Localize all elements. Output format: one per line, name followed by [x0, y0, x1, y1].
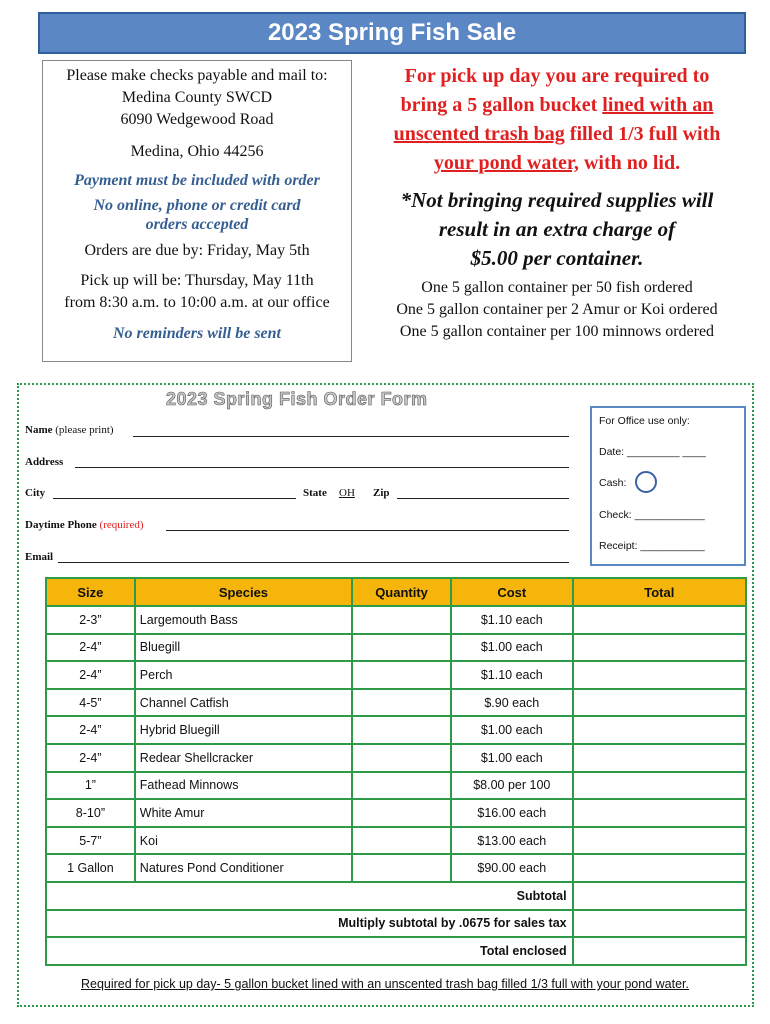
cost-cell: $8.00 per 100: [451, 772, 573, 800]
req-line-2-underlined: lined with an: [602, 94, 714, 116]
table-row: [46, 827, 746, 855]
size-cell: 2-4”: [46, 634, 135, 662]
table-row: [46, 634, 746, 662]
zip-field[interactable]: [397, 498, 569, 499]
species-cell: Natures Pond Conditioner: [135, 854, 352, 882]
size-cell: 1”: [46, 772, 135, 800]
table-row: [46, 799, 746, 827]
address-field[interactable]: [75, 467, 569, 468]
tax-row: [46, 910, 746, 938]
cost-cell: $16.00 each: [451, 799, 573, 827]
total-cell[interactable]: [573, 606, 746, 634]
pickup-date: Pick up will be: Thursday, May 11th: [80, 272, 314, 289]
due-date: Orders are due by: Friday, May 5th: [84, 242, 310, 259]
tax-cell[interactable]: [573, 910, 746, 938]
name-field[interactable]: [133, 436, 569, 437]
size-cell: 2-3”: [46, 606, 135, 634]
no-online-note: No online, phone or credit card: [93, 197, 301, 214]
species-cell: Bluegill: [135, 634, 352, 662]
cost-cell: $.90 each: [451, 689, 573, 717]
pickup-requirements: [362, 62, 752, 343]
req-line-4-underlined: your pond water,: [433, 152, 579, 174]
name-label: Name (please print): [25, 424, 114, 436]
species-cell: White Amur: [135, 799, 352, 827]
charge-note-2: result in an extra charge of: [438, 217, 676, 241]
phone-label: Daytime Phone (required): [25, 519, 144, 531]
footer-requirement: Required for pick up day- 5 gallon bucket lined with an unscented trash bag filled 1/3 full with your pond water.: [80, 977, 689, 991]
table-row: [46, 689, 746, 717]
species-cell: Channel Catfish: [135, 689, 352, 717]
page-banner: 2023 Spring Fish Sale: [38, 12, 746, 54]
total-cell[interactable]: [573, 634, 746, 662]
email-field[interactable]: [58, 562, 569, 563]
table-row: [46, 854, 746, 882]
table-row: [46, 716, 746, 744]
req-line-3: filled 1/3 full with: [564, 123, 721, 145]
req-line-1: For pick up day you are required to: [404, 65, 710, 87]
cost-cell: $1.10 each: [451, 661, 573, 689]
header-total: Total: [573, 578, 746, 606]
cost-cell: $1.00 each: [451, 716, 573, 744]
total-cell[interactable]: [573, 827, 746, 855]
office-use-box: [590, 406, 746, 566]
size-cell: 2-4”: [46, 661, 135, 689]
size-cell: 4-5”: [46, 689, 135, 717]
total-label: Total enclosed: [46, 937, 573, 965]
quantity-cell[interactable]: [352, 716, 451, 744]
species-cell: Redear Shellcracker: [135, 744, 352, 772]
no-online-note-2: orders accepted: [145, 216, 249, 233]
office-title: For Office use only:: [599, 415, 690, 427]
size-cell: 2-4”: [46, 744, 135, 772]
container-rule-amur-koi: One 5 gallon container per 2 Amur or Koi ordered: [396, 301, 718, 318]
quantity-cell[interactable]: [352, 827, 451, 855]
container-rule-minnows: One 5 gallon container per 100 minnows ordered: [399, 323, 715, 340]
subtotal-row: [46, 882, 746, 910]
pickup-time: from 8:30 a.m. to 10:00 a.m. at our office: [64, 294, 330, 311]
subtotal-label: Subtotal: [46, 882, 573, 910]
cash-circle-icon: [635, 471, 657, 493]
cost-cell: $1.00 each: [451, 744, 573, 772]
total-cell[interactable]: [573, 661, 746, 689]
quantity-cell[interactable]: [352, 661, 451, 689]
quantity-cell[interactable]: [352, 799, 451, 827]
quantity-cell[interactable]: [352, 854, 451, 882]
cost-cell: $1.00 each: [451, 634, 573, 662]
office-date: Date: _________ ____: [599, 446, 706, 458]
cost-cell: $90.00 each: [451, 854, 573, 882]
species-cell: Largemouth Bass: [135, 606, 352, 634]
phone-field[interactable]: [166, 530, 569, 531]
tax-label: Multiply subtotal by .0675 for sales tax: [46, 910, 573, 938]
cost-cell: $13.00 each: [451, 827, 573, 855]
total-cell[interactable]: [573, 772, 746, 800]
office-check: Check: ____________: [599, 509, 705, 521]
city-address: Medina, Ohio 44256: [130, 143, 264, 160]
no-reminders-note: No reminders will be sent: [112, 325, 281, 342]
table-row: [46, 744, 746, 772]
header-cost: Cost: [451, 578, 573, 606]
table-row: [46, 772, 746, 800]
payment-note: Payment must be included with order: [74, 172, 320, 189]
zip-label: Zip: [373, 487, 390, 499]
payment-info-box: [42, 60, 352, 362]
species-cell: Fathead Minnows: [135, 772, 352, 800]
species-cell: Hybrid Bluegill: [135, 716, 352, 744]
species-cell: Perch: [135, 661, 352, 689]
order-table: [45, 577, 747, 966]
quantity-cell[interactable]: [352, 634, 451, 662]
species-cell: Koi: [135, 827, 352, 855]
req-line-4: with no lid.: [578, 152, 681, 174]
size-cell: 5-7”: [46, 827, 135, 855]
total-cell[interactable]: [573, 744, 746, 772]
email-label: Email: [25, 551, 54, 563]
quantity-cell[interactable]: [352, 772, 451, 800]
charge-note-3: $5.00 per container.: [470, 246, 644, 270]
req-line-2: bring a 5 gallon bucket: [400, 94, 603, 116]
order-form-title: 2023 Spring Fish Order Form: [166, 389, 428, 409]
total-enclosed-cell[interactable]: [573, 937, 746, 965]
address-label: Address: [25, 456, 64, 468]
city-label: City: [25, 487, 46, 499]
size-cell: 2-4”: [46, 716, 135, 744]
header-quantity: Quantity: [352, 578, 451, 606]
container-rule-fish: One 5 gallon container per 50 fish ordered: [421, 279, 693, 296]
city-field[interactable]: [53, 498, 296, 499]
table-row: [46, 661, 746, 689]
quantity-cell[interactable]: [352, 689, 451, 717]
mail-instruction: Please make checks payable and mail to:: [66, 67, 328, 84]
state-label: State: [303, 487, 327, 499]
state-value[interactable]: OH: [339, 487, 355, 499]
charge-note-1: *Not bringing required supplies will: [400, 188, 714, 212]
header-size: Size: [46, 578, 135, 606]
office-receipt: Receipt: ___________: [599, 540, 705, 552]
total-cell[interactable]: [573, 799, 746, 827]
total-cell[interactable]: [573, 716, 746, 744]
size-cell: 8-10”: [46, 799, 135, 827]
table-header-row: [46, 578, 746, 606]
cost-cell: $1.10 each: [451, 606, 573, 634]
table-row: [46, 606, 746, 634]
req-line-3-underlined: unscented trash bag: [393, 123, 565, 145]
header-species: Species: [135, 578, 352, 606]
quantity-cell[interactable]: [352, 606, 451, 634]
quantity-cell[interactable]: [352, 744, 451, 772]
subtotal-cell[interactable]: [573, 882, 746, 910]
size-cell: 1 Gallon: [46, 854, 135, 882]
total-cell[interactable]: [573, 689, 746, 717]
street-address: 6090 Wedgewood Road: [120, 111, 274, 128]
org-name: Medina County SWCD: [121, 89, 273, 106]
total-cell[interactable]: [573, 854, 746, 882]
total-row: [46, 937, 746, 965]
office-cash: Cash:: [599, 477, 627, 489]
